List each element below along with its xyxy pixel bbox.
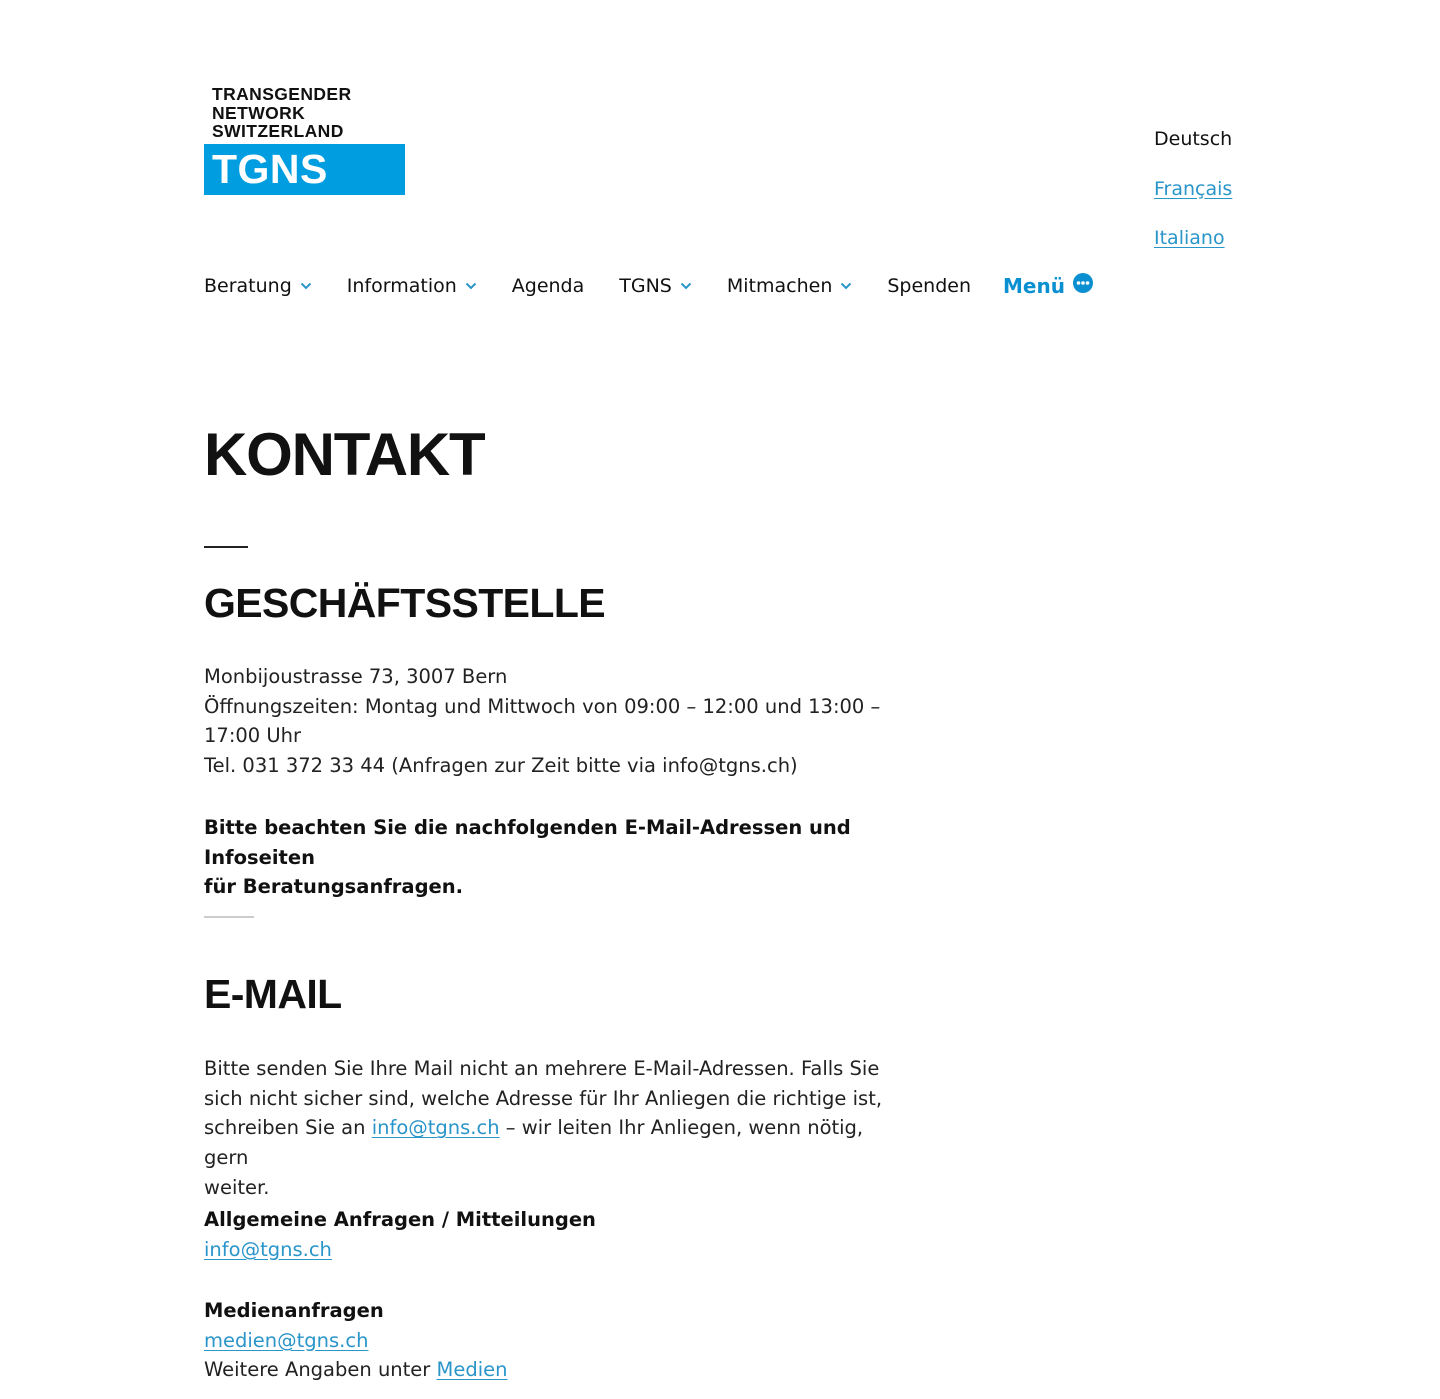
nav-label: Information	[346, 275, 457, 297]
lang-francais[interactable]: Français	[1154, 177, 1233, 200]
general-contact	[204, 1205, 894, 1264]
nav-label: Spenden	[887, 275, 972, 297]
nav-item-information[interactable]	[347, 275, 477, 297]
office-phone: Tel. 031 372 33 44 (Anfragen zur Zeit bitte via info@tgns.ch)	[204, 754, 798, 778]
nav-item-beratung[interactable]	[204, 275, 312, 297]
media-more-info	[204, 1355, 894, 1385]
language-switcher	[1154, 126, 1232, 275]
office-notice-line-1: Bitte beachten Sie die nachfolgenden E-Mail-Adressen und Infoseiten	[204, 816, 851, 869]
section-heading-geschaeftsstelle: GESCHÄFTSSTELLE	[204, 580, 606, 626]
nav-item-spenden[interactable]	[887, 275, 971, 297]
menu-label: Menü	[1003, 274, 1065, 298]
chevron-down-icon	[300, 282, 312, 290]
logo-abbr-bar: TGNS	[204, 144, 405, 195]
email-intro-line-3	[204, 1113, 894, 1172]
office-hours-line-1: Öffnungszeiten: Montag und Mittwoch von 09:00 – 12:00 und 13:00 –	[204, 694, 881, 718]
site-logo[interactable]	[204, 85, 406, 195]
office-info	[204, 662, 894, 781]
nav-label: Mitmachen	[726, 275, 833, 297]
section-divider	[204, 546, 248, 548]
nav-label: Agenda	[511, 275, 585, 297]
email-intro-line-4: weiter.	[204, 1175, 270, 1199]
nav-label: TGNS	[619, 275, 672, 297]
media-more-text: Weitere Angaben unter	[204, 1358, 437, 1382]
menu-button[interactable]	[1003, 274, 1093, 298]
office-hours-line-2: 17:00 Uhr	[204, 724, 302, 748]
media-contact-label: Medienanfragen	[204, 1299, 384, 1322]
main-nav	[204, 271, 1093, 301]
nav-item-mitmachen[interactable]	[727, 275, 853, 297]
general-email-link[interactable]: info@tgns.ch	[204, 1237, 332, 1261]
email-intro-line-1: Bitte senden Sie Ihre Mail nicht an mehrere E-Mail-Adressen. Falls Sie	[204, 1057, 880, 1080]
section-heading-email: E-MAIL	[204, 971, 342, 1017]
logo-line-2: NETWORK	[212, 102, 306, 123]
nav-label: Beratung	[204, 275, 292, 297]
media-contact	[204, 1296, 894, 1385]
chevron-down-icon	[840, 282, 852, 290]
office-address: Monbijoustrasse 73, 3007 Bern	[204, 665, 508, 688]
email-intro	[204, 1054, 894, 1203]
media-email-link[interactable]: medien@tgns.ch	[204, 1328, 369, 1352]
section-divider	[204, 916, 254, 918]
lang-italiano[interactable]: Italiano	[1154, 227, 1225, 249]
email-intro-text: – wir leiten Ihr Anliegen, wenn nötig, gern	[204, 1116, 864, 1170]
info-email-link[interactable]: info@tgns.ch	[371, 1116, 500, 1140]
page-title: KONTAKT	[204, 421, 485, 488]
more-dots-icon	[1073, 273, 1093, 293]
nav-item-tgns[interactable]	[619, 275, 692, 297]
email-intro-line-2: sich nicht sicher sind, welche Adresse für Ihr Anliegen die richtige ist,	[204, 1086, 883, 1110]
general-contact-label: Allgemeine Anfragen / Mitteilungen	[204, 1208, 596, 1231]
office-notice-line-2: für Beratungsanfragen.	[204, 875, 464, 899]
chevron-down-icon	[680, 282, 692, 290]
chevron-down-icon	[465, 282, 477, 290]
email-intro-text: schreiben Sie an	[204, 1116, 372, 1140]
nav-item-agenda[interactable]	[512, 275, 585, 297]
lang-deutsch[interactable]: Deutsch	[1154, 128, 1233, 150]
logo-wordmark	[204, 85, 406, 141]
logo-line-1: TRANSGENDER	[212, 84, 352, 104]
media-page-link[interactable]: Medien	[436, 1358, 508, 1382]
logo-line-3: SWITZERLAND	[212, 121, 344, 141]
office-notice	[204, 813, 894, 902]
